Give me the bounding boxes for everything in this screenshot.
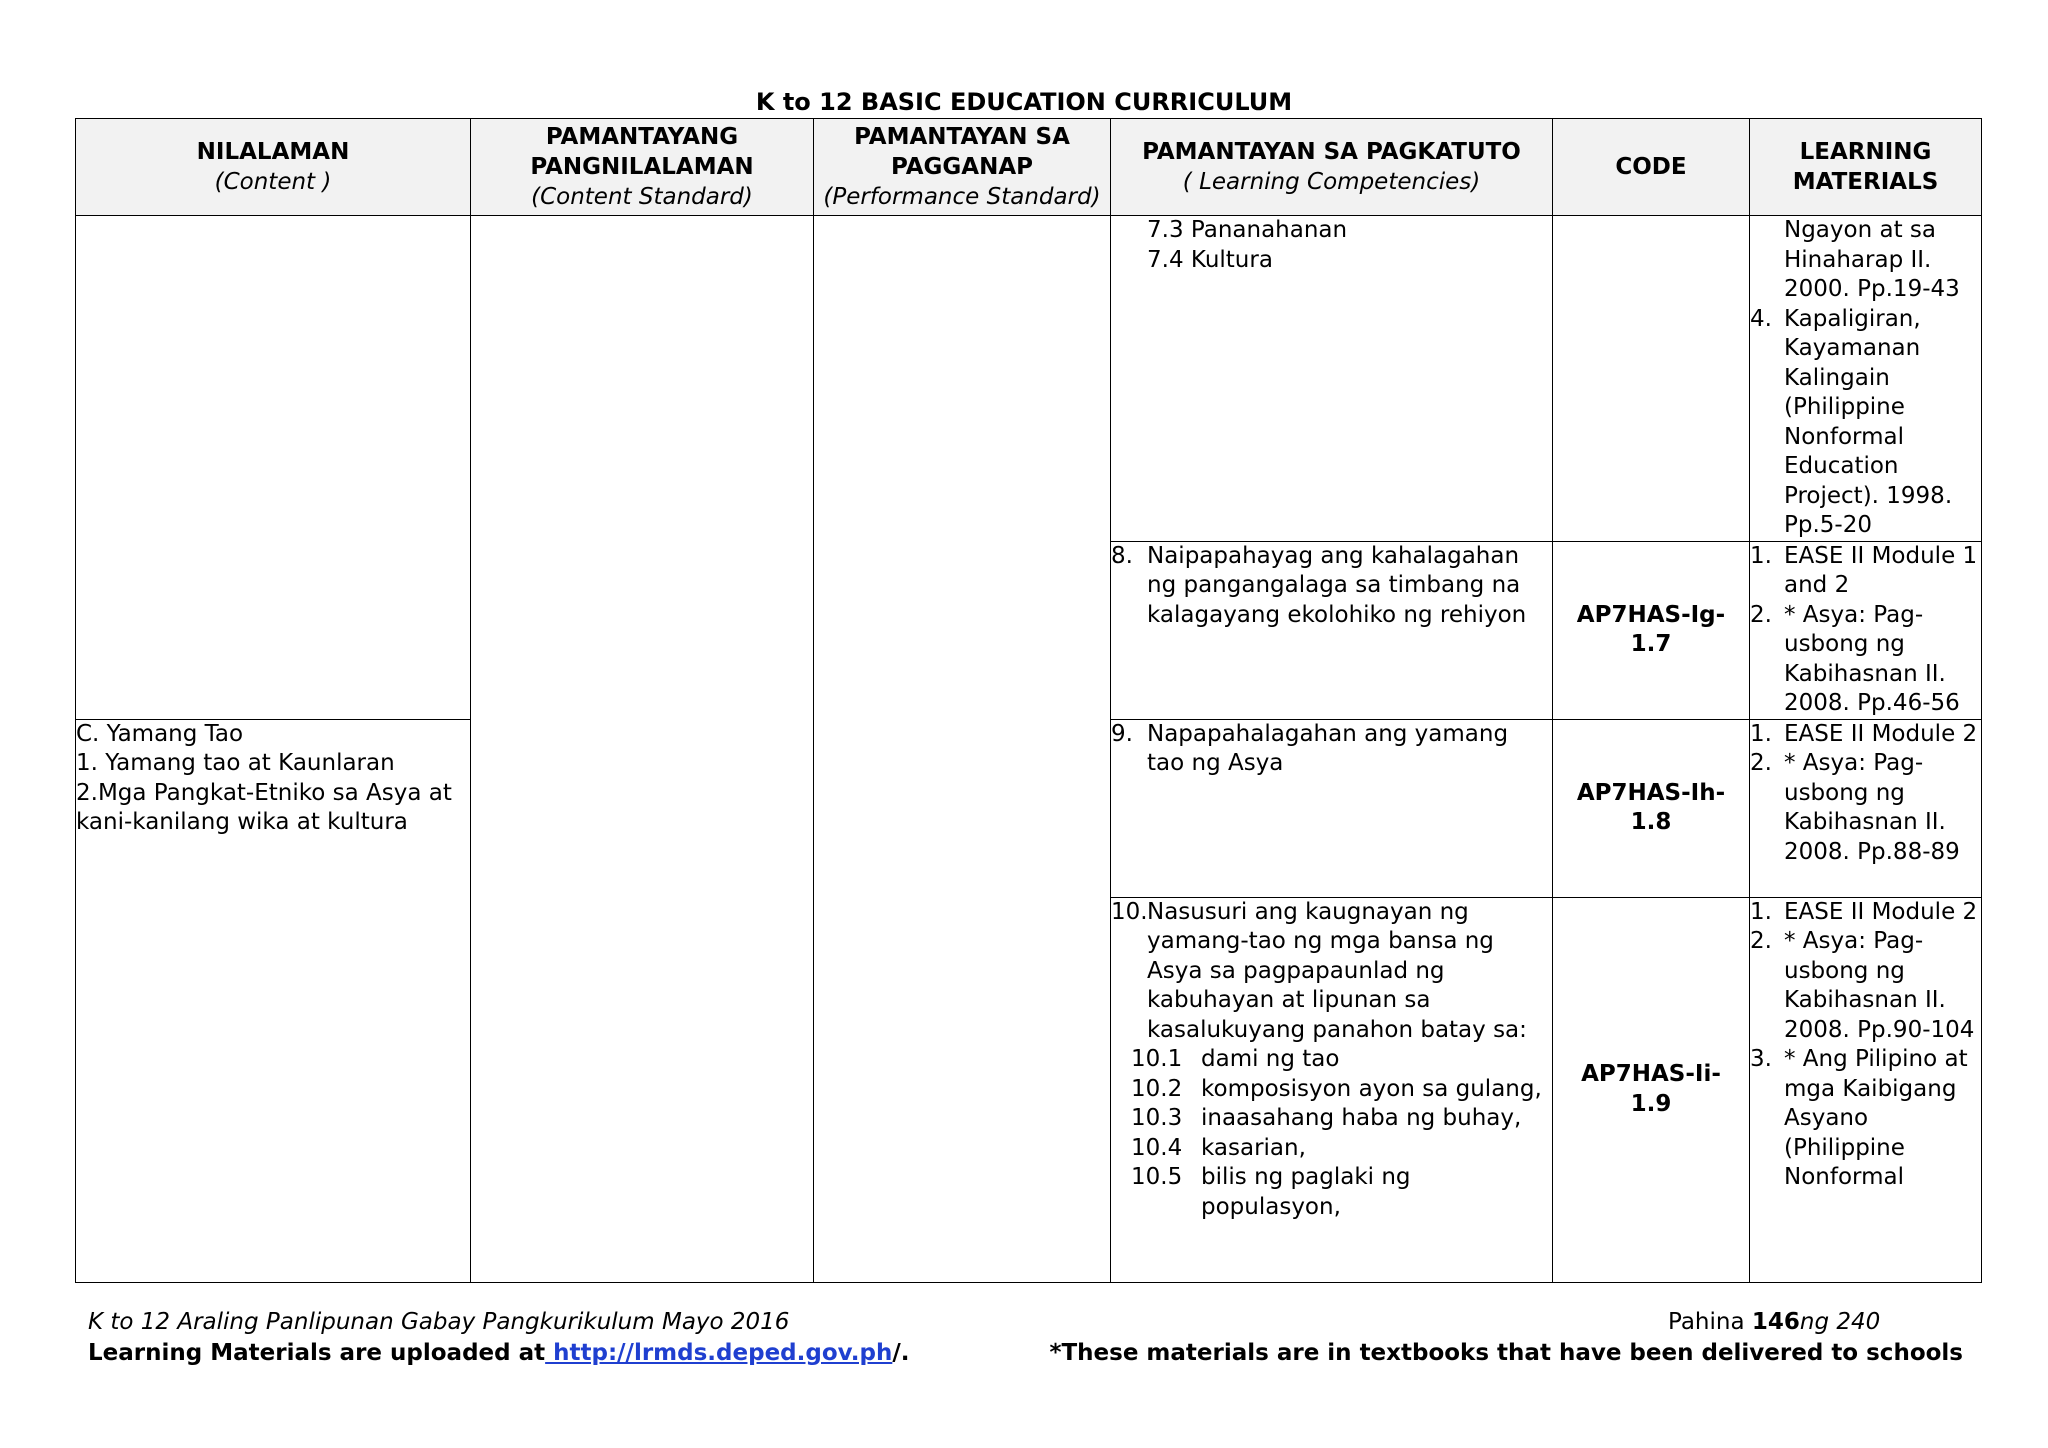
code-text: AP7HAS-Ig- [1576,601,1726,628]
upload-note [88,1338,909,1369]
content-heading: C. Yamang Tao [76,720,244,747]
material-number: 2. [1750,928,1772,954]
code-text: AP7HAS-Ii- [1581,1061,1721,1087]
competency-cell [1111,719,1553,897]
textbook-note: *These materials are in textbooks that have been delivered to schools [1049,1340,1963,1366]
header-row [76,119,1982,216]
material-item [1750,749,1981,867]
competency-cell [1111,897,1553,1282]
competency-sub-item [1111,1075,1552,1105]
header-content [76,119,471,216]
code-text: 1.9 [1630,1090,1672,1117]
header-learning-competencies-label: PAMANTAYAN SA PAGKATUTO [1142,139,1521,165]
competency-sub-item [1111,1045,1552,1075]
code-cell [1553,541,1750,719]
sub-item-number: 10.2 [1131,1075,1183,1102]
sub-item-number: 10.4 [1131,1134,1183,1161]
performance-standard-cell [814,216,1111,1283]
sub-item-text: bilis ng paglaki ng populasyon, [1201,1164,1411,1220]
content-line: 2.Mga Pangkat-Etniko sa Asya at kani-kanilang wika at kultura [76,779,452,835]
header-performance-standard-label: PAMANTAYAN SA PAGGANAP [854,124,1070,180]
header-code-label: CODE [1615,154,1687,180]
material-item [1750,927,1981,1045]
material-text: * Ang Pilipino at mga Kaibigang Asyano (Philippine Nonformal [1784,1046,1968,1190]
page-total: ng 240 [1799,1309,1881,1335]
header-learning-materials-label: LEARNING MATERIALS [1792,139,1939,195]
material-item [1750,542,1981,601]
upload-suffix: /. [892,1340,910,1366]
material-text: * Asya: Pag-usbong ng Kabihasnan II. 2008. Pp.46-56 [1784,601,1960,716]
sub-item-text: inaasahang haba ng buhay, [1201,1105,1522,1131]
footer-left [88,1307,909,1369]
material-text: * Asya: Pag-usbong ng Kabihasnan II. 2008. Pp.88-89 [1784,750,1960,865]
content-standard-cell [471,216,814,1283]
material-item [1750,720,1981,750]
competency-sub-item [1111,1163,1552,1222]
header-content-sublabel: (Content ) [214,169,332,195]
competency-number: 10. [1111,898,1148,925]
sub-item-text: dami ng tao [1201,1046,1340,1072]
header-learning-competencies [1111,119,1553,216]
material-number: 4. [1750,305,1772,332]
materials-cell [1750,897,1982,1282]
materials-cell [1750,541,1982,719]
header-performance-standard [814,119,1111,216]
page-number [1668,1307,1880,1338]
page-current: 146 [1751,1309,1800,1335]
material-item [1750,898,1981,928]
content-cell [76,719,471,1282]
table-row [76,216,1982,542]
material-number: 2. [1750,601,1772,628]
sub-item-text: komposisyon ayon sa gulang, [1201,1075,1542,1102]
content-line: 1. Yamang tao at Kaunlaran [76,750,395,776]
competency-item [1111,898,1552,1046]
material-item [1750,601,1981,719]
header-code [1553,119,1750,216]
material-text: EASE II Module 1 and 2 [1784,542,1978,598]
material-item [1750,305,1981,541]
sub-item-number: 10.3 [1131,1105,1183,1131]
guide-title: K to 12 Araling Panlipunan Gabay Pangkurikulum Mayo 2016 [88,1309,790,1335]
header-learning-materials [1750,119,1982,216]
content-cell-empty [76,216,471,720]
upload-prefix: Learning Materials are uploaded at [88,1340,546,1366]
competency-item [1111,720,1552,779]
page-prefix: Pahina [1668,1309,1752,1335]
material-text: Kapaligiran, Kayamanan Kalingain (Philippine Nonformal Education Project). 1998. Pp.5-20 [1784,305,1953,538]
code-text: 1.7 [1630,631,1672,657]
competency-line: 7.3 Pananahanan [1147,217,1348,243]
code-text: AP7HAS-Ih- [1576,779,1726,806]
competency-cell [1111,216,1553,542]
sub-item-number: 10.1 [1131,1046,1183,1072]
header-content-standard-label: PAMANTAYANG PANGNILALAMAN [530,124,754,180]
competency-line: 7.4 Kultura [1147,246,1273,273]
competency-text: Napapahalagahan ang yamang tao ng Asya [1147,720,1509,776]
materials-cell [1750,216,1982,542]
competency-text: Nasusuri ang kaugnayan ng yamang-tao ng mga bansa ng Asya sa pagpapaunlad ng kabuhayan at lipunan sa kasalukuyang panahon batay sa: [1147,898,1527,1043]
header-learning-competencies-sublabel: ( Learning Competencies) [1182,169,1481,195]
materials-cell [1750,719,1982,897]
header-content-label: NILALAMAN [196,139,350,165]
material-number: 1. [1750,542,1772,569]
material-item [1750,1045,1981,1193]
competency-cell [1111,541,1553,719]
material-number: 1. [1750,720,1772,747]
material-text: EASE II Module 2 [1784,720,1978,747]
sub-item-text: kasarian, [1201,1134,1306,1161]
material-item [1750,216,1981,305]
competency-number: 8. [1111,542,1133,569]
material-text: * Asya: Pag-usbong ng Kabihasnan II. 2008. Pp.90-104 [1784,928,1975,1043]
competency-sub-item [1111,1134,1552,1164]
material-text: EASE II Module 2 [1784,898,1978,925]
code-text: 1.8 [1630,809,1672,835]
competency-text: Naipapahayag ang kahalagahan ng pangangalaga sa timbang na kalagayang ekolohiko ng rehiyon [1147,542,1527,628]
document-title: K to 12 BASIC EDUCATION CURRICULUM [755,88,1293,116]
material-text: Ngayon at sa Hinaharap II. 2000. Pp.19-43 [1784,217,1960,302]
header-content-standard-sublabel: (Content Standard) [531,184,753,210]
code-cell [1553,216,1750,542]
material-number: 3. [1750,1046,1772,1072]
competency-number: 9. [1111,720,1133,747]
code-cell [1553,897,1750,1282]
header-performance-standard-sublabel: (Performance Standard) [823,184,1101,210]
competency-sub-item [1111,1104,1552,1134]
curriculum-table [75,118,1982,1283]
material-number: 2. [1750,750,1772,776]
competency-item [1111,542,1552,631]
lrmds-link[interactable]: http://lrmds.deped.gov.ph [545,1340,893,1366]
sub-item-number: 10.5 [1131,1164,1183,1190]
material-number: 1. [1750,898,1772,925]
code-cell [1553,719,1750,897]
header-content-standard [471,119,814,216]
